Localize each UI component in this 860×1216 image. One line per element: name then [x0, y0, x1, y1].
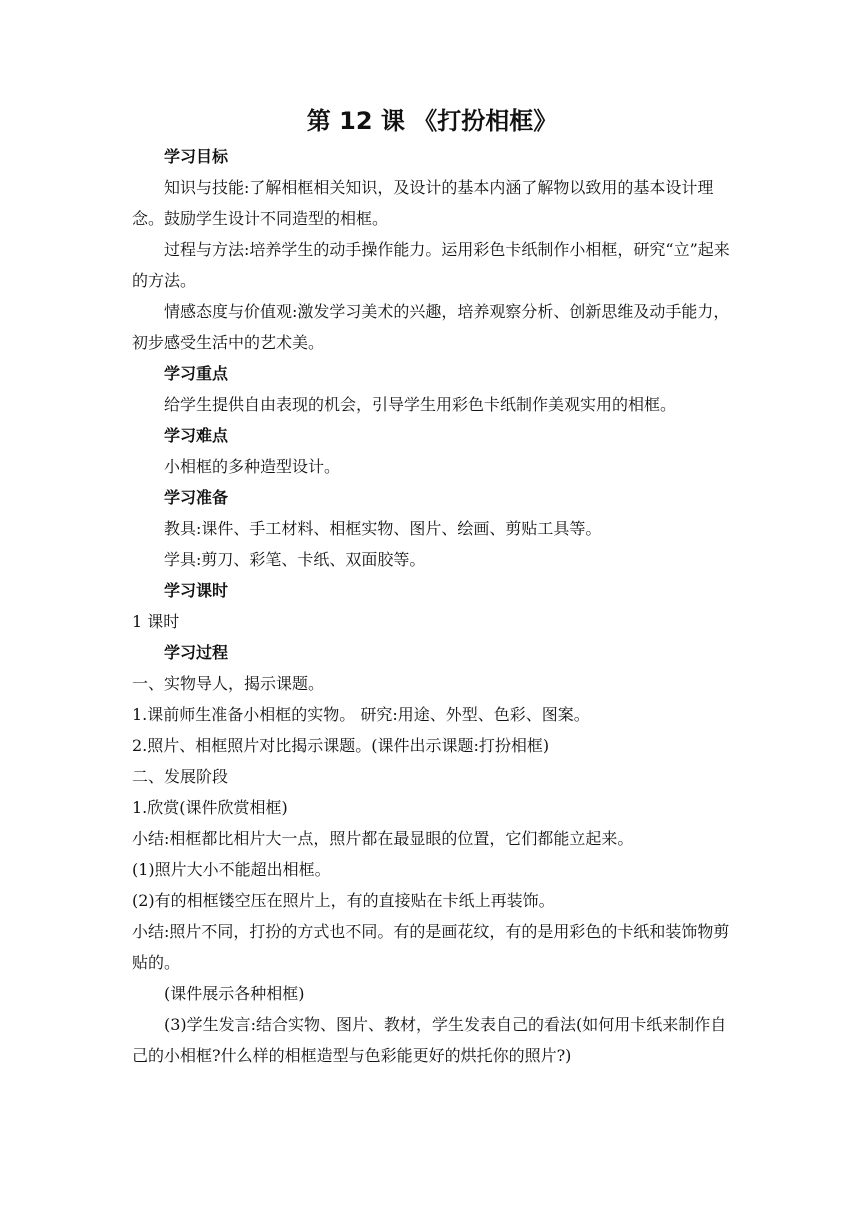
section-heading-objectives: 学习目标 [164, 147, 229, 166]
paragraph: (1)照片大小不能超出相框。 [132, 860, 331, 879]
section-heading-preparation: 学习准备 [164, 488, 229, 507]
paragraph: 1.欣赏(课件欣赏相框) [132, 798, 288, 817]
document-body [132, 103, 732, 1071]
paragraph: 小结:相框都比相片大一点，照片都在最显眼的位置，它们都能立起来。 [132, 829, 634, 848]
paragraph: 情感态度与价值观:激发学习美术的兴趣，培养观察分析、创新思维及动手能力，初步感受生活中的艺术美。 [132, 302, 730, 352]
section-heading-process: 学习过程 [164, 643, 229, 662]
paragraph: 过程与方法:培养学生的动手操作能力。运用彩色卡纸制作小相框，研究“立”起来的方法。 [132, 240, 730, 290]
paragraph: 2.照片、相框照片对比揭示课题。(课件出示课题:打扮相框) [132, 736, 550, 755]
paragraph: 1 课时 [132, 612, 180, 631]
section-heading-difficulties: 学习难点 [164, 426, 229, 445]
paragraph: (课件展示各种相框) [164, 984, 305, 1003]
page-title: 第 12 课 《打扮相框》 [306, 107, 558, 135]
paragraph: 给学生提供自由表现的机会，引导学生用彩色卡纸制作美观实用的相框。 [164, 395, 677, 414]
paragraph: 小结:照片不同，打扮的方式也不同。有的是画花纹，有的是用彩色的卡纸和装饰物剪贴的。 [132, 922, 730, 972]
paragraph: 二、发展阶段 [132, 767, 229, 786]
paragraph: 知识与技能:了解相框相关知识，及设计的基本内涵了解物以致用的基本设计理念。鼓励学生设计不同造型的相框。 [132, 178, 714, 228]
paragraph: 学具:剪刀、彩笔、卡纸、双面胶等。 [164, 550, 426, 569]
paragraph: (2)有的相框镂空压在照片上，有的直接贴在卡纸上再装饰。 [132, 891, 555, 910]
section-heading-key-points: 学习重点 [164, 364, 229, 383]
paragraph: (3)学生发言:结合实物、图片、教材，学生发表自己的看法(如何用卡纸来制作自己的小相框?什么样的相框造型与色彩能更好的烘托你的照片?) [132, 1015, 727, 1065]
paragraph: 小相框的多种造型设计。 [164, 457, 341, 476]
section-heading-class-hours: 学习课时 [164, 581, 229, 600]
paragraph: 一、实物导人，揭示课题。 [132, 674, 325, 693]
paragraph: 1.课前师生准备小相框的实物。 研究:用途、外型、色彩、图案。 [132, 705, 590, 724]
paragraph: 教具:课件、手工材料、相框实物、图片、绘画、剪贴工具等。 [164, 519, 602, 538]
